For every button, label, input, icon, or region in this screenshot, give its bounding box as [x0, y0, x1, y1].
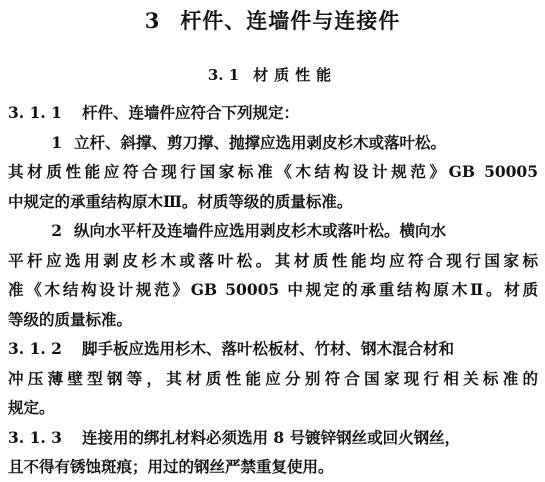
clause-text: 脚手板应选用杉木、落叶松板材、竹材、钢木混合材和: [82, 339, 455, 358]
item-number: 1: [51, 132, 62, 152]
clause-3-1-1-heading: [8, 98, 538, 128]
section-body: [8, 98, 538, 482]
clause-intro: 杆件、连墙件应符合下列规定：: [82, 103, 300, 122]
item-1-line-2: 其材质性能应符合现行国家标准《木结构设计规范》GB 50005: [8, 162, 538, 181]
clause-3-1-2-line-2: 冲压薄壁型钢等，其材质性能应分别符合国家现行相关标准的: [8, 368, 538, 388]
chapter-title: 杆件、连墙件与连接件: [180, 8, 401, 33]
item-text: 纵向水平杆及连墙件应选用剥皮杉木或落叶松。横向水: [74, 221, 447, 240]
clause-3-1-2-line-3: 规定。: [8, 398, 55, 417]
item-2-line-4: 等级的质量标准。: [8, 309, 133, 329]
clause-3-1-3-line-1: [8, 423, 538, 453]
item-1-line-1: [8, 128, 538, 158]
section-heading: [0, 64, 545, 86]
item-2-line-2: 平杆应选用剥皮杉木或落叶松。其材质性能均应符合现行国家标: [8, 250, 538, 270]
chapter-number: 3: [144, 8, 161, 33]
clause-text: 连接用的绑扎材料必须选用 8 号镀锌钢丝或回火钢丝，: [82, 427, 461, 447]
section-number: 3. 1: [207, 66, 240, 84]
clause-number: 3. 1. 1: [8, 103, 62, 122]
clause-number: 3. 1. 3: [8, 427, 62, 447]
clause-number: 3. 1. 2: [8, 339, 62, 358]
chapter-heading: [0, 6, 545, 36]
item-2-line-3: 准《木结构设计规范》GB 50005 中规定的承重结构原木Ⅱ。材质: [8, 280, 538, 299]
item-1-line-3: 中规定的承重结构原木Ⅲ。材质等级的质量标准。: [8, 191, 353, 211]
clause-3-1-2-line-1: [8, 334, 538, 364]
item-text: 立杆、斜撑、剪刀撑、抛撑应选用剥皮杉木或落叶松。: [74, 132, 447, 152]
clause-3-1-3-line-2: 且不得有锈蚀斑痕；用过的钢丝严禁重复使用。: [8, 457, 334, 476]
item-2-line-1: [8, 216, 538, 246]
section-title: 材质性能: [253, 66, 338, 84]
item-number: 2: [51, 221, 62, 240]
